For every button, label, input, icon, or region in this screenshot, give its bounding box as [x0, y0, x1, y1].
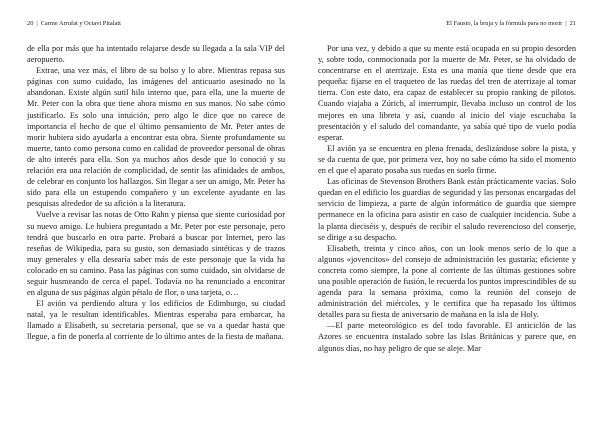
paragraph: Extrae, una vez más, el libro de su bolso y lo abre. Mientras repasa sus páginas con sumo cuidado, las imágenes del anticuario asesinado no la abandonan. Existe algún sutil hilo interno que, para ella, une la muerte de Mr. Peter con la obra que tiene ahora mismo en sus manos. No sabe cómo justificarlo. Es solo una intuición, pero algo le dice que no carece de importancia el hecho de que el último pensamiento de Mr. Peter antes de morir hubiera sido ayudarla a encontrar esta obra. Siente profundamente su muerte, tanto como persona como en calidad de proveedor personal de obras de alto interés para ella. Son ya muchos años desde que lo conoció y su relación era una relación de complicidad, de sentir las afinidades de ambos, de celebrar en conjunto los hallazgos. Sin llegar a ser un amigo, Mr. Peter ha sido para ella un estupendo compañero y un excelente ayudante en las pesquisas alrededor de su afición a la literatura.	[27, 66, 285, 209]
paragraph: —El parte meteorológico es del todo favorable. El anticiclón de las Azores se encuentra instalado sobre las Islas Británicas y parece que, en algunos días, no hay peligro de que se aleje. Mar	[318, 321, 576, 353]
paragraph: Las oficinas de Stevenson Brothers Bank están prácticamente vacías. Solo quedan en el edificio los guardias de seguridad y las personas encargadas del servicio de limpieza, a parte de algún informático de guardia que siempre permanece en la oficina para asistir en caso de cualquier incidencia. Sube a la planta dieciséis y, después de recibir el saludo reverencioso del conserje, se dirige a su despacho.	[318, 177, 576, 242]
paragraph: Elisabeth, treinta y cinco años, con un look menos serio de lo que a algunos «jovencitos» del consejo de administración les gustaría; eficiente y concreta como siempre, la pone al corriente de las últimas gestiones sobre una posible operación de fusión, le recuerda los puntos imprescindibles de su agenda para la semana próxima, como la reunión del consejo de administración del miércoles, y le certifica que ha repasado los últimos detalles para su fiesta de aniversario de mañana en la isla de Holy.	[318, 243, 576, 320]
left-page-body	[27, 43, 285, 343]
header-separator: |	[565, 20, 567, 27]
paragraph: Vuelve a revisar las notas de Otto Rahn y piensa que siente curiosidad por su nuevo amigo. Le hubiera preguntado a Mr. Peter por este personaje, pero tendrá que buscarlo en otra parte. Probará a buscar por Internet, pero las reseñas de Wikipedia, para su gusto, son demasiado sintéticas y de trazos muy generales y ella desearía saber más de este personaje que la vida ha colocado en su camino. Pasa las páginas con sumo cuidado, sin olvidarse de seguir husmeando de cerca el papel. Todavía no ha renunciado a encontrar en alguna de sus páginas algún pétalo de flor, o una tarjeta, o…	[27, 210, 285, 298]
paragraph: El avión va perdiendo altura y los edificios de Edimburgo, su ciudad natal, ya le resultan identificables. Mientras esperaba para embarcar, ha llamado a Elisabeth, su secretaria personal, que se va a quedar hasta que llegue, a fin de ponerla al corriente de lo último antes de la fiesta de mañana.	[27, 299, 285, 342]
running-head: El Fausto, la bruja y la fórmula para no morir	[446, 20, 563, 27]
right-page-body	[318, 43, 576, 354]
running-head: Carme Arrufat y Octavi Pitalatt	[40, 20, 121, 27]
left-page-header	[27, 20, 285, 28]
page-number: 20	[27, 20, 34, 27]
right-page-header	[318, 20, 576, 28]
right-page	[318, 0, 576, 425]
paragraph: El avión ya se encuentra en plena frenada, deslizándose sobre la pista, y se da cuenta de que, por primera vez, hoy no sabe cómo ha sido el momento en el que el aparato posaba sus ruedas en suelo firme.	[318, 143, 576, 176]
header-separator: |	[36, 20, 38, 27]
left-page	[27, 0, 285, 425]
page-number: 21	[569, 20, 576, 27]
paragraph: de ella por más que ha intentado relajarse desde su llegada a la sala VIP del aeropuerto.	[27, 44, 285, 65]
paragraph: Por una vez, y debido a que su mente está ocupada en su propio desorden y, sobre todo, conmocionada por la muerte de Mr. Peter, se ha olvidado de concentrarse en el aterrizaje. Esta es una manía que tiene desde que era pequeña: fijarse en el traqueteo de las ruedas del tren de aterrizaje al tomar tierra. Con este dato, era capaz de establecer su propio ranking de pilotos. Cuando viajaba a Zúrich, al interrumpir, llevaba incluso un control de los mejores en una libreta y así, cuando al inicio del viaje escuchaba la presentación y el saludo del comandante, ya sabía qué tipo de vuelo podía esperar.	[318, 44, 576, 142]
